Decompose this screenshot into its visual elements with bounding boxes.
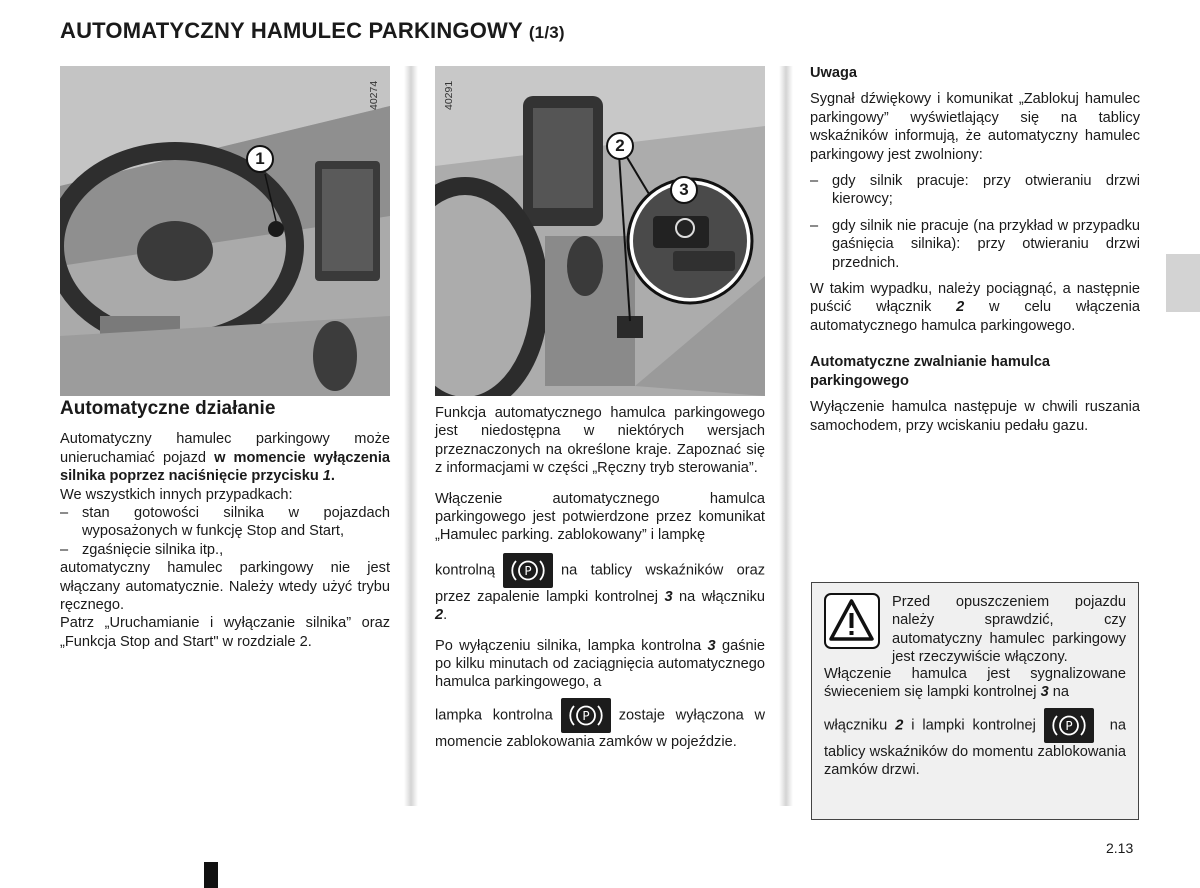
- paragraph: Przed opuszczeniem pojazdu należy sprawdzić, czy automatyczny hamulec parkingowy jest rzeczywiście włączony.: [892, 594, 1126, 665]
- paragraph: Funkcja automatycznego hamulca parkingowego jest niedostępna w niektórych wersjach przeznaczonych na określone kraje. Zapoznać się z informacjami w części „Ręczny tryb sterowania”.: [435, 405, 765, 477]
- section-heading: Automatyczne zwalnianie hamulca parkingowego: [810, 354, 1051, 389]
- bullet-dash: –: [60, 505, 69, 522]
- parking-brake-warning-icon: [561, 698, 611, 733]
- chapter-tab: [1166, 254, 1200, 312]
- text: .: [330, 468, 335, 485]
- photo-id: 40291: [443, 80, 455, 110]
- parking-brake-warning-icon: [1044, 708, 1094, 743]
- title-main: AUTOMATYCZNY HAMULEC PARKINGOWY: [60, 18, 523, 43]
- ref-number: 2: [956, 299, 965, 316]
- bullet-dash: –: [60, 541, 69, 558]
- ref-number: 2: [435, 607, 444, 624]
- note-heading: Uwaga: [810, 65, 858, 81]
- paragraph: lampka kontrolna P zostaje wyłączona w momencie zablokowania zamków w pojeździe.: [435, 698, 765, 751]
- text: Automatyczny hamulec parkingowy może unieruchamiać pojazd: [60, 431, 390, 466]
- warning-text: [824, 593, 1126, 780]
- list-item: – zgaśnięcie silnika itp.,: [60, 541, 224, 558]
- list-item: – stan gotowości silnika w pojazdach wyposażonych w funkcję Stop and Start,: [60, 505, 390, 540]
- list-item: – gdy silnik nie pracuje (na przykład w przypadku gaśnięcia silnika): przy otwieraniu drzwi przednich.: [810, 217, 1140, 271]
- bullet-dash: –: [810, 173, 819, 190]
- paragraph: [60, 430, 390, 485]
- svg-text:P: P: [1065, 718, 1073, 733]
- dashboard-photo-right: [435, 66, 765, 396]
- section-heading: Automatyczne działanie: [60, 398, 276, 419]
- paragraph: W takim wypadku, należy pociągnąć, a następnie puścić włącznik 2 w celu włączenia automatycznego hamulca parkingowego.: [810, 281, 1141, 334]
- ref-number: 1: [322, 468, 331, 485]
- paragraph: kontrolną P na tablicy wskaźników oraz przez zapalenie lampki kontrolnej 3 na włączniku 2.: [435, 553, 765, 625]
- text-bold: w momencie wyłączenia silnika poprzez naciśnięcie przycisku: [60, 449, 390, 485]
- paragraph: Sygnał dźwiękowy i komunikat „Zablokuj hamulec parkingowy” wyświetlający się na tablicy wskaźników informują, że automatyczny hamulec parkingowy jest zwolniony:: [810, 91, 1140, 163]
- paragraph: Patrz „Uruchamianie i wyłączanie silnika” oraz „Funkcja Stop and Start" w rozdziale 2.: [60, 615, 390, 650]
- ref-number: 3: [1040, 684, 1049, 701]
- column-separator: [404, 66, 418, 806]
- svg-text:P: P: [582, 708, 590, 723]
- ref-number: 3: [664, 588, 673, 605]
- bullet-dash: –: [810, 217, 819, 234]
- parking-brake-warning-icon: [503, 553, 553, 588]
- ref-number: 3: [707, 637, 716, 654]
- column-3: [810, 64, 1140, 435]
- photo-id: 40274: [368, 80, 380, 110]
- svg-text:P: P: [524, 563, 532, 578]
- paragraph: włączniku 2 i lampki kontrolnej P na tablicy wskaźników do momentu zablokowania zamków drzwi.: [824, 708, 1126, 780]
- paragraph: We wszystkich innych przypadkach:: [60, 486, 293, 503]
- title-part: (1/3): [528, 23, 565, 42]
- page-number: 2.13: [1106, 840, 1134, 856]
- column-2: [435, 404, 765, 751]
- warning-box: [811, 582, 1139, 820]
- print-edge-mark: [204, 862, 218, 888]
- paragraph: automatyczny hamulec parkingowy nie jest włączany automatycznie. Należy wtedy użyć trybu ręcznego.: [60, 560, 390, 614]
- callout-1: 1: [246, 145, 274, 173]
- dashboard-illustration: [60, 66, 390, 396]
- callout-2: 2: [606, 132, 634, 160]
- ref-number: 2: [895, 717, 904, 734]
- column-1: [60, 400, 390, 651]
- dashboard-photo-left: [60, 66, 390, 396]
- console-illustration: [435, 66, 765, 396]
- column-separator: [779, 66, 793, 806]
- paragraph: Włączenie automatycznego hamulca parkingowego jest potwierdzone przez komunikat „Hamulec parking. zablokowany” i lampkę: [435, 490, 765, 544]
- paragraph: Wyłączenie hamulca następuje w chwili ruszania samochodem, przy wciskaniu pedału gazu.: [810, 399, 1140, 434]
- paragraph: Włączenie hamulca jest sygnalizowane świeceniem się lampki kontrolnej 3 na: [824, 666, 1126, 701]
- paragraph: Po wyłączeniu silnika, lampka kontrolna 3 gaśnie po kilku minutach od zaciągnięcia automatycznego hamulca parkingowego, a: [435, 637, 765, 691]
- page-title: [60, 18, 565, 44]
- callout-3: 3: [670, 176, 698, 204]
- list-item: – gdy silnik pracuje: przy otwieraniu drzwi kierowcy;: [810, 173, 1140, 208]
